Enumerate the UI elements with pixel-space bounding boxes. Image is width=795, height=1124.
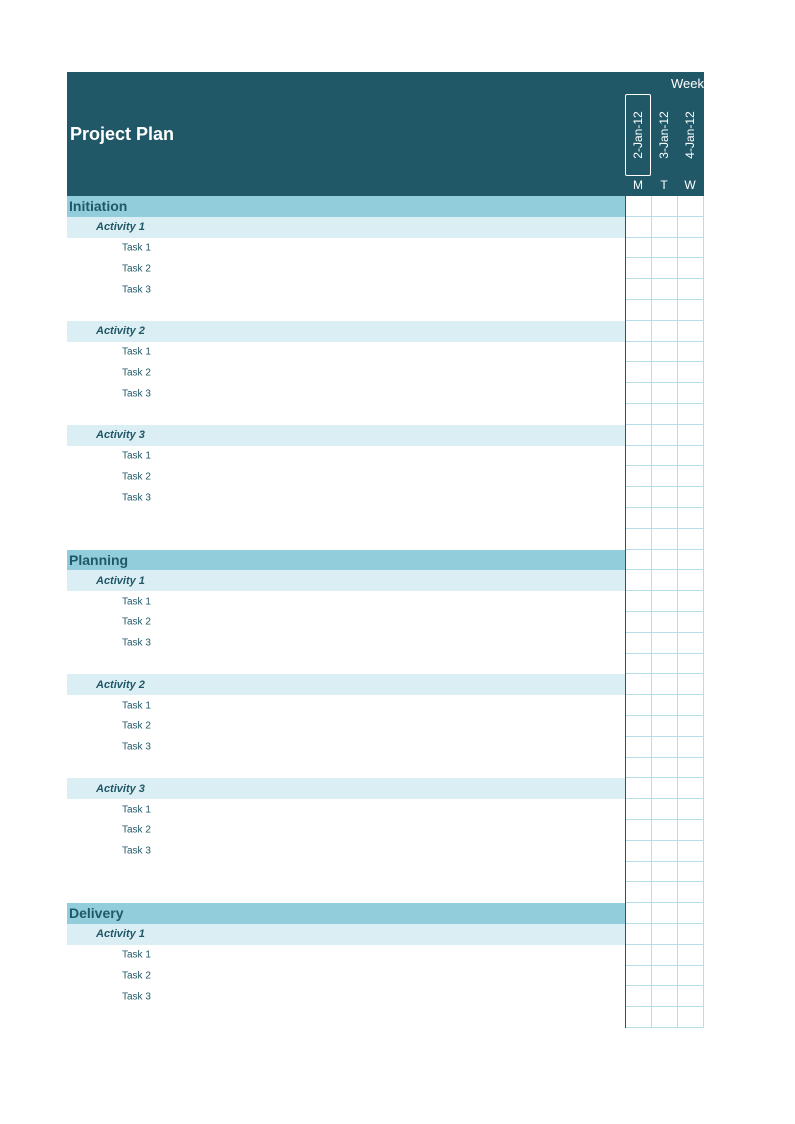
schedule-grid [625, 196, 703, 1028]
activity-row[interactable] [67, 674, 625, 695]
task-row-label: Task 1 [122, 450, 151, 462]
weekday-2: T [660, 178, 668, 192]
schedule-cell[interactable] [678, 383, 704, 404]
task-row-label: Task 2 [122, 824, 151, 836]
task-row-label: Task 3 [122, 991, 151, 1003]
schedule-cell[interactable] [678, 446, 704, 467]
schedule-cell[interactable] [678, 258, 704, 279]
schedule-cell[interactable] [652, 695, 678, 716]
date-header-3[interactable]: 4-Jan-12 [683, 111, 697, 159]
schedule-cell[interactable] [626, 279, 652, 300]
schedule-cell[interactable] [678, 466, 704, 487]
task-row-label: Task 3 [122, 637, 151, 649]
schedule-cell[interactable] [652, 466, 678, 487]
schedule-cell[interactable] [652, 508, 678, 529]
schedule-cell[interactable] [652, 570, 678, 591]
schedule-cell[interactable] [626, 238, 652, 259]
schedule-cell[interactable] [678, 945, 704, 966]
schedule-cell[interactable] [626, 986, 652, 1007]
schedule-cell[interactable] [626, 342, 652, 363]
schedule-cell[interactable] [652, 716, 678, 737]
schedule-cell[interactable] [626, 1007, 652, 1028]
schedule-cell[interactable] [678, 321, 704, 342]
task-row[interactable] [67, 342, 625, 363]
task-row-label: Task 3 [122, 492, 151, 504]
schedule-cell[interactable] [678, 924, 704, 945]
schedule-cell[interactable] [652, 862, 678, 883]
spacer-row[interactable] [67, 654, 625, 675]
schedule-cell[interactable] [678, 238, 704, 259]
header-band [67, 72, 704, 196]
activity-row-label: Activity 1 [96, 928, 145, 941]
weekday-1: M [633, 178, 643, 192]
schedule-cell[interactable] [678, 841, 704, 862]
schedule-cell[interactable] [652, 217, 678, 238]
schedule-cell[interactable] [626, 841, 652, 862]
schedule-cell[interactable] [652, 924, 678, 945]
schedule-cell[interactable] [652, 778, 678, 799]
schedule-cell[interactable] [626, 674, 652, 695]
schedule-cell[interactable] [626, 799, 652, 820]
schedule-cell[interactable] [652, 799, 678, 820]
schedule-cell[interactable] [626, 446, 652, 467]
task-row[interactable] [67, 633, 625, 654]
task-row-label: Task 2 [122, 367, 151, 379]
schedule-cell[interactable] [678, 820, 704, 841]
task-row[interactable] [67, 841, 625, 862]
page-title: Project Plan [70, 124, 175, 144]
task-row-label: Task 2 [122, 720, 151, 732]
schedule-cell[interactable] [626, 425, 652, 446]
schedule-cell[interactable] [652, 279, 678, 300]
schedule-cell[interactable] [652, 529, 678, 550]
schedule-cell[interactable] [678, 342, 704, 363]
schedule-cell[interactable] [678, 570, 704, 591]
schedule-cell[interactable] [626, 383, 652, 404]
schedule-cell[interactable] [652, 550, 678, 571]
task-row-label: Task 1 [122, 346, 151, 358]
activity-row[interactable] [67, 425, 625, 446]
schedule-cell[interactable] [626, 529, 652, 550]
schedule-cell[interactable] [678, 778, 704, 799]
activity-row-label: Activity 3 [96, 782, 145, 795]
weekday-3: W [684, 178, 696, 192]
schedule-cell[interactable] [678, 508, 704, 529]
task-row[interactable] [67, 716, 625, 737]
task-row[interactable] [67, 820, 625, 841]
spacer-row[interactable] [67, 758, 625, 779]
phase-row-label: Delivery [69, 905, 124, 922]
activity-row-label: Activity 3 [96, 429, 145, 442]
task-row[interactable] [67, 238, 625, 259]
schedule-cell[interactable] [626, 217, 652, 238]
schedule-cell[interactable] [626, 903, 652, 924]
schedule-cell[interactable] [652, 737, 678, 758]
task-row-label: Task 3 [122, 284, 151, 296]
schedule-cell[interactable] [652, 966, 678, 987]
schedule-cell[interactable] [678, 966, 704, 987]
schedule-cell[interactable] [678, 674, 704, 695]
task-row[interactable] [67, 965, 625, 986]
date-header-2[interactable]: 3-Jan-12 [657, 111, 671, 159]
schedule-cell[interactable] [626, 196, 652, 217]
schedule-cell[interactable] [678, 695, 704, 716]
task-row-label: Task 1 [122, 596, 151, 608]
schedule-cell[interactable] [652, 903, 678, 924]
task-row[interactable] [67, 737, 625, 758]
schedule-cell[interactable] [652, 383, 678, 404]
task-row[interactable] [67, 446, 625, 467]
schedule-cell[interactable] [678, 882, 704, 903]
activity-row[interactable] [67, 321, 625, 342]
schedule-cell[interactable] [626, 882, 652, 903]
schedule-cell[interactable] [626, 508, 652, 529]
task-row[interactable] [67, 695, 625, 716]
schedule-cell[interactable] [626, 654, 652, 675]
task-row-label: Task 1 [122, 242, 151, 254]
activity-row[interactable] [67, 570, 625, 591]
schedule-cell[interactable] [652, 321, 678, 342]
schedule-cell[interactable] [652, 404, 678, 425]
task-row-label: Task 2 [122, 616, 151, 628]
phase-row[interactable] [67, 550, 625, 571]
schedule-cell[interactable] [626, 362, 652, 383]
schedule-cell[interactable] [652, 945, 678, 966]
spacer-row[interactable] [67, 300, 625, 321]
schedule-cell[interactable] [626, 487, 652, 508]
activity-row-label: Activity 1 [96, 221, 145, 234]
schedule-cell[interactable] [678, 633, 704, 654]
schedule-cell[interactable] [652, 820, 678, 841]
schedule-cell[interactable] [626, 737, 652, 758]
schedule-cell[interactable] [652, 841, 678, 862]
task-row[interactable] [67, 487, 625, 508]
schedule-cell[interactable] [678, 217, 704, 238]
schedule-cell[interactable] [626, 300, 652, 321]
schedule-cell[interactable] [678, 986, 704, 1007]
schedule-cell[interactable] [678, 529, 704, 550]
schedule-cell[interactable] [652, 300, 678, 321]
task-row-label: Task 1 [122, 949, 151, 961]
task-row-label: Task 3 [122, 388, 151, 400]
activity-row-label: Activity 1 [96, 574, 145, 587]
task-row[interactable] [67, 279, 625, 300]
schedule-cell[interactable] [626, 778, 652, 799]
week-label: Week [671, 76, 704, 91]
schedule-cell[interactable] [678, 862, 704, 883]
schedule-cell[interactable] [652, 654, 678, 675]
schedule-cell[interactable] [626, 550, 652, 571]
schedule-cell[interactable] [652, 633, 678, 654]
schedule-cell[interactable] [678, 758, 704, 779]
activity-row-label: Activity 2 [96, 325, 145, 338]
schedule-cell[interactable] [626, 758, 652, 779]
schedule-cell[interactable] [678, 300, 704, 321]
schedule-cell[interactable] [652, 425, 678, 446]
schedule-cell[interactable] [652, 362, 678, 383]
plan-rows [67, 196, 625, 1007]
schedule-cell[interactable] [678, 799, 704, 820]
schedule-cell[interactable] [652, 758, 678, 779]
activity-row-label: Activity 2 [96, 678, 145, 691]
schedule-cell[interactable] [626, 258, 652, 279]
phase-row[interactable] [67, 196, 625, 217]
task-row[interactable] [67, 466, 625, 487]
schedule-cell[interactable] [678, 654, 704, 675]
spacer-row[interactable] [67, 862, 625, 883]
schedule-cell[interactable] [678, 279, 704, 300]
schedule-cell[interactable] [652, 674, 678, 695]
task-row[interactable] [67, 612, 625, 633]
date-header-1[interactable]: 2-Jan-12 [625, 94, 651, 176]
phase-row-label: Planning [69, 551, 129, 568]
schedule-cell[interactable] [626, 820, 652, 841]
spacer-row[interactable] [67, 529, 625, 550]
spacer-row[interactable] [67, 882, 625, 903]
schedule-cell[interactable] [652, 612, 678, 633]
schedule-cell[interactable] [652, 986, 678, 1007]
schedule-cell[interactable] [626, 591, 652, 612]
schedule-cell[interactable] [652, 1007, 678, 1028]
task-row-label: Task 3 [122, 845, 151, 857]
schedule-cell[interactable] [626, 570, 652, 591]
schedule-cell[interactable] [678, 737, 704, 758]
schedule-cell[interactable] [652, 238, 678, 259]
schedule-cell[interactable] [652, 882, 678, 903]
task-row-label: Task 2 [122, 263, 151, 275]
schedule-cell[interactable] [652, 258, 678, 279]
task-row[interactable] [67, 945, 625, 966]
schedule-cell[interactable] [678, 404, 704, 425]
schedule-cell[interactable] [652, 342, 678, 363]
task-row[interactable] [67, 591, 625, 612]
task-row[interactable] [67, 799, 625, 820]
task-row-label: Task 2 [122, 970, 151, 982]
schedule-cell[interactable] [678, 903, 704, 924]
task-row-label: Task 1 [122, 804, 151, 815]
schedule-cell[interactable] [626, 321, 652, 342]
activity-row[interactable] [67, 217, 625, 238]
schedule-cell[interactable] [626, 716, 652, 737]
schedule-cell[interactable] [678, 716, 704, 737]
schedule-cell[interactable] [652, 446, 678, 467]
schedule-cell[interactable] [626, 695, 652, 716]
schedule-cell[interactable] [652, 591, 678, 612]
schedule-cell[interactable] [626, 404, 652, 425]
schedule-cell[interactable] [652, 487, 678, 508]
schedule-cell[interactable] [678, 487, 704, 508]
activity-row[interactable] [67, 778, 625, 799]
task-row-label: Task 1 [122, 700, 151, 712]
schedule-cell[interactable] [626, 466, 652, 487]
phase-row[interactable] [67, 903, 625, 924]
schedule-cell[interactable] [678, 612, 704, 633]
schedule-cell[interactable] [678, 591, 704, 612]
schedule-cell[interactable] [626, 924, 652, 945]
schedule-cell[interactable] [678, 425, 704, 446]
schedule-cell[interactable] [626, 862, 652, 883]
schedule-cell[interactable] [652, 196, 678, 217]
task-row[interactable] [67, 258, 625, 279]
spacer-row[interactable] [67, 404, 625, 425]
schedule-cell[interactable] [678, 362, 704, 383]
task-row-label: Task 3 [122, 741, 151, 753]
schedule-cell[interactable] [678, 550, 704, 571]
schedule-cell[interactable] [626, 612, 652, 633]
schedule-cell[interactable] [626, 633, 652, 654]
task-row[interactable] [67, 383, 625, 404]
phase-row-label: Initiation [69, 198, 128, 215]
task-row[interactable] [67, 986, 625, 1007]
task-row[interactable] [67, 362, 625, 383]
task-row-label: Task 2 [122, 471, 151, 483]
spacer-row[interactable] [67, 508, 625, 529]
schedule-cell[interactable] [678, 196, 704, 217]
schedule-cell[interactable] [626, 966, 652, 987]
schedule-cell[interactable] [626, 945, 652, 966]
activity-row[interactable] [67, 924, 625, 945]
schedule-cell[interactable] [678, 1007, 704, 1028]
